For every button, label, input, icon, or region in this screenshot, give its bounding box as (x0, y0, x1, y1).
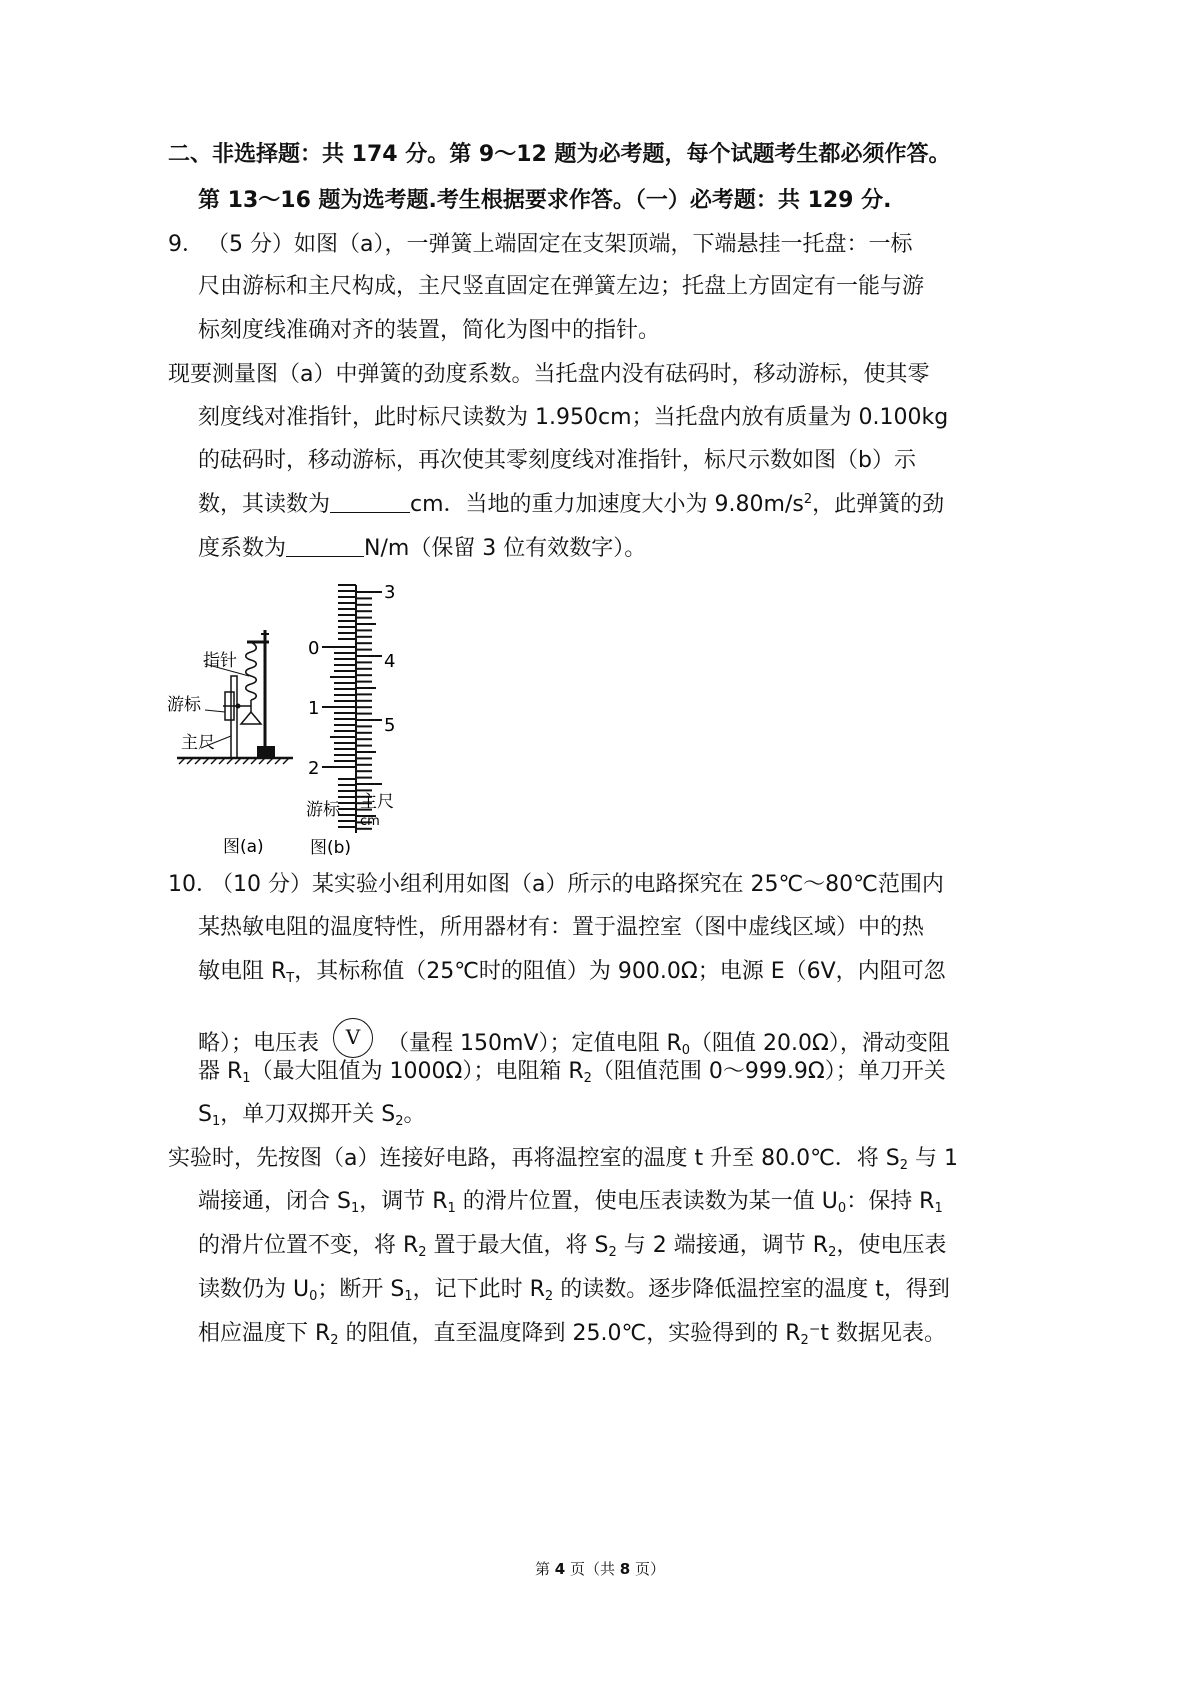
q10-p2-4c: ，记下此时 R (412, 1277, 545, 1302)
q10-p2-2-sub2: 1 (447, 1201, 456, 1216)
q10-text-4c: （阻值 20.0Ω），滑动变阻 (690, 1031, 950, 1056)
q10-p2-3d: ，使电压表 (836, 1233, 947, 1258)
q10-p2-2a: 端接通，闭合 S (198, 1189, 351, 1214)
q10-p2-1a: 实验时，先按图（a）连接好电路，再将温控室的温度 t 升至 80.0℃．将 S (168, 1146, 900, 1171)
caption-figure-b: 图(b) (310, 838, 352, 858)
figure-b-vernier (300, 575, 430, 865)
q10-p2-5-sub2: 2 (800, 1333, 809, 1348)
label-vernier-b: 游标 (306, 800, 340, 820)
q10-line-3 (198, 957, 946, 987)
answer-blank-reading[interactable] (330, 490, 410, 513)
q10-p2-2d: ：保持 R (846, 1189, 935, 1214)
section-title-line-2: 第 13～16 题为选考题.考生根据要求作答。（一）必考题：共 129 分. (198, 188, 892, 213)
q10-text-3a: 敏电阻 R (198, 959, 287, 984)
q10-p2-2-sub3: 0 (837, 1201, 847, 1216)
q9-text-5b: N/m（保留 3 位有效数字）。 (364, 536, 647, 561)
q9-p2-line-1: 现要测量图（a）中弹簧的劲度系数。当托盘内没有砝码时，移动游标，使其零 (168, 362, 930, 387)
q10-p2-5-sub1: 2 (330, 1333, 339, 1348)
q9-p2-line-4 (198, 490, 944, 520)
q10-p2-line-3 (198, 1231, 946, 1261)
q10-sub-0: 0 (681, 1043, 691, 1058)
q10-sub-1: 1 (242, 1071, 251, 1086)
footer-post: 页） (630, 1560, 665, 1578)
vernier-num-0: 0 (308, 638, 320, 659)
q10-p2-4-sub1: 0 (309, 1289, 318, 1304)
q10-text-6c: 。 (403, 1102, 426, 1127)
q10-p2-line-1 (168, 1144, 958, 1174)
q10-p2-2c: 的滑片位置，使电压表读数为某一值 U (455, 1189, 838, 1214)
q9-p2-line-2: 刻度线对准指针，此时标尺读数为 1.950cm；当托盘内放有质量为 0.100kg (198, 405, 949, 430)
q10-p2-4d: 的读数。逐步降低温控室的温度 t，得到 (553, 1277, 950, 1302)
q10-text-5b: （最大阻值为 1000Ω）；电阻箱 R (250, 1059, 584, 1084)
q10-p2-1-sub: 2 (899, 1158, 909, 1173)
q9-text-1: （5 分）如图（a），一弹簧上端固定在支架顶端，下端悬挂一托盘：一标 (218, 232, 913, 257)
q9-text-4b: cm．当地的重力加速度大小为 9.80m/s (410, 492, 804, 517)
q10-sub-2: 2 (583, 1071, 592, 1086)
q10-sub-s2: 2 (395, 1114, 404, 1129)
q10-sub-s1: 1 (211, 1114, 221, 1129)
vernier-num-2: 2 (308, 758, 320, 779)
q10-p2-5c: ⁻t 数据见表。 (808, 1321, 947, 1346)
q10-p2-3-sub2: 2 (608, 1245, 617, 1260)
q10-line-5 (198, 1057, 946, 1087)
q10-text-5c: （阻值范围 0～999.9Ω）；单刀开关 (591, 1059, 946, 1084)
q10-text-1: （10 分）某实验小组利用如图（a）所示的电路探究在 25℃～80℃范围内 (222, 872, 944, 897)
q10-p2-4a: 读数仍为 U (198, 1277, 310, 1302)
q10-text-6a: S (198, 1102, 212, 1127)
q10-p2-1b: 与 1 (908, 1146, 959, 1171)
q10-p2-3b: 置于最大值，将 S (426, 1233, 609, 1258)
footer-pre: 第 (535, 1560, 555, 1578)
q10-p2-2-sub4: 1 (934, 1201, 943, 1216)
q10-line-2: 某热敏电阻的温度特性，所用器材有：置于温控室（图中虚线区域）中的热 (198, 915, 925, 940)
q10-text-4a: 略）；电压表 (198, 1031, 320, 1056)
voltmeter-icon: V (333, 1018, 373, 1058)
section-title-line-1: 二、非选择题：共 174 分。第 9～12 题为必考题，每个试题考生都必须作答。 (168, 142, 951, 167)
q10-p2-2-sub1: 1 (350, 1201, 360, 1216)
q10-p2-line-4 (198, 1275, 950, 1305)
q9-number: 9． (168, 232, 204, 257)
q9-line-2: 尺由游标和主尺构成，主尺竖直固定在弹簧左边；托盘上方固定有一能与游 (198, 274, 925, 299)
q10-p2-3-sub3: 2 (828, 1245, 837, 1260)
page-footer (0, 1558, 1200, 1579)
q10-p2-5b: 的阻值，直至温度降到 25.0℃，实验得到的 R (338, 1321, 801, 1346)
footer-total-pages: 8 (619, 1560, 631, 1578)
q10-p2-4b: ；断开 S (317, 1277, 405, 1302)
q10-sub-T: T (286, 971, 295, 986)
q10-p2-3-sub1: 2 (418, 1245, 427, 1260)
main-num-5: 5 (384, 715, 396, 736)
q10-p2-3c: 与 2 端接通，调节 R (616, 1233, 829, 1258)
q10-p2-line-2 (198, 1187, 943, 1217)
q10-text-6b: ，单刀双掷开关 S (220, 1102, 396, 1127)
q10-line-6 (198, 1100, 426, 1130)
q10-line-4 (198, 1018, 950, 1059)
label-pointer: 指针 (203, 651, 237, 671)
answer-blank-stiffness[interactable] (286, 534, 364, 557)
caption-figure-a: 图(a) (223, 837, 264, 857)
footer-mid: 页（共 (565, 1560, 620, 1578)
label-main-ruler-a: 主尺 (181, 733, 215, 753)
q9-p2-line-3: 的砝码时，移动游标，再次使其零刻度线对准指针，标尺示数如图（b）示 (198, 448, 916, 473)
q10-p2-4-sub2: 1 (404, 1289, 413, 1304)
label-unit-cm: cm (360, 814, 380, 829)
main-num-3: 3 (384, 582, 396, 603)
q10-number: 10． (168, 872, 218, 897)
q10-text-3b: ，其标称值（25℃时的阻值）为 900.0Ω；电源 E（6V，内阻可忽 (294, 959, 946, 984)
vernier-num-1: 1 (308, 698, 320, 719)
q10-p2-5a: 相应温度下 R (198, 1321, 331, 1346)
q9-line-1 (168, 230, 912, 260)
main-num-4: 4 (384, 651, 396, 672)
q10-p2-4-sub3: 2 (544, 1289, 554, 1304)
q9-superscript: 2 (803, 492, 813, 507)
q10-p2-line-5 (198, 1319, 946, 1349)
q9-text-5a: 度系数为 (198, 536, 287, 561)
q9-text-4c: ，此弹簧的劲 (812, 492, 945, 517)
q10-p2-2b: ，调节 R (359, 1189, 448, 1214)
q10-line-1 (168, 870, 944, 900)
q10-text-5a: 器 R (198, 1059, 243, 1084)
q9-text-4a: 数，其读数为 (198, 492, 331, 517)
label-vernier-a: 游标 (167, 695, 201, 715)
q10-p2-3a: 的滑片位置不变，将 R (198, 1233, 419, 1258)
label-main-ruler-b: 主尺 (360, 792, 394, 812)
q9-line-3: 标刻度线准确对齐的装置，简化为图中的指针。 (198, 318, 661, 343)
figure-a-apparatus (165, 620, 305, 860)
q9-p2-line-5 (198, 534, 646, 564)
q10-text-4b: （量程 150mV）；定值电阻 R (387, 1031, 682, 1056)
footer-page-number: 4 (554, 1560, 566, 1578)
